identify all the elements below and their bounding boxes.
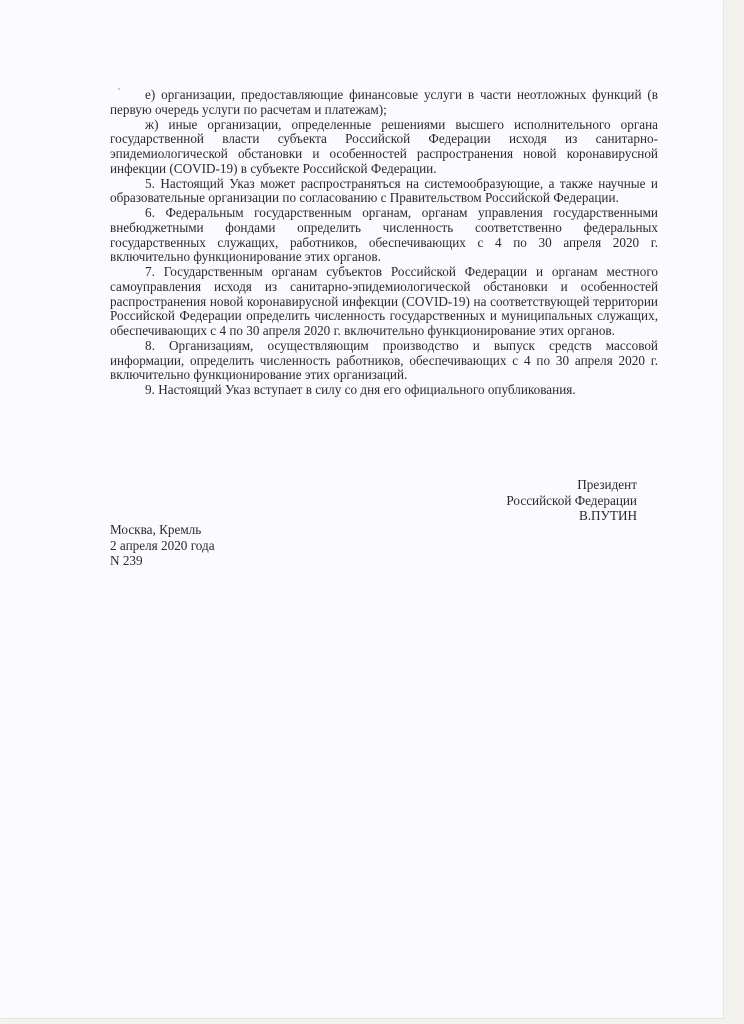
paragraph-item-e: е) организации, предоставляющие финансовые услуги в части неотложных функций (в первую очередь услуги по расчетам и платежам); <box>110 87 658 117</box>
signatory-title: Президент <box>577 477 637 492</box>
decree-body <box>110 88 658 398</box>
signing-date: 2 апреля 2020 года <box>110 537 215 553</box>
signature-block <box>506 477 637 524</box>
paragraph-9: 9. Настоящий Указ вступает в силу со дня его официального опубликования. <box>145 382 576 397</box>
signatory-title-country: Российской Федерации <box>506 492 637 508</box>
paragraph-item-zh: ж) иные организации, определенные решениями высшего исполнительного органа государственной власти субъекта Российской Федерации исходя из санитарно-эпидемиологической обстановки и особенностей распространения новой коронавирусной инфекции (COVID-19) в субъекте Российской Федерации. <box>110 116 658 176</box>
signatory-name: В.ПУТИН <box>578 508 637 523</box>
place-date-block <box>110 522 215 569</box>
paragraph-7: 7. Государственным органам субъектов Российской Федерации и органам местного самоуправления исходя из санитарно-эпидемиологической обстановки и особенностей распространения новой коронавирусной инфекции (COVID-19) на соответствующей территории Российской Федерации определить численность государственных и муниципальных служащих, обеспечивающих с 4 по 30 апреля 2020 г. включительно функционирование этих органов. <box>110 264 658 338</box>
paragraph-5: 5. Настоящий Указ может распространяться на системообразующие, а также научные и образовательные организации по согласованию с Правительством Российской Федерации. <box>110 175 658 206</box>
signing-place: Москва, Кремль <box>110 522 202 537</box>
paragraph-8: 8. Организациям, осуществляющим производство и выпуск средств массовой информации, определить численность работников, обеспечивающих с 4 по 30 апреля 2020 г. включительно функционирование этих организаций. <box>110 337 658 383</box>
paragraph-6: 6. Федеральным государственным органам, органам управления государственными внебюджетными фондами определить численность соответственно федеральных государственных служащих, работников, обеспечивающих с 4 по 30 апреля 2020 г. включительно функционирование этих органов. <box>110 205 658 265</box>
decree-number: N 239 <box>110 553 143 568</box>
